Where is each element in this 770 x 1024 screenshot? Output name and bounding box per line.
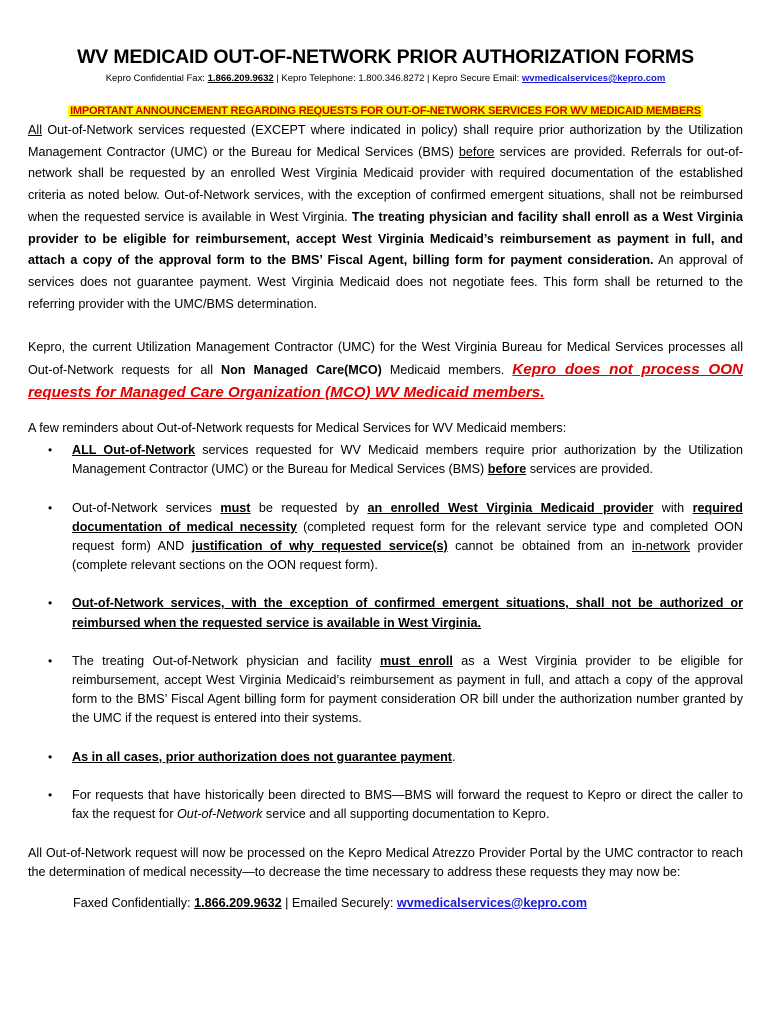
policy-paragraph bbox=[28, 120, 743, 315]
para2-text-2: Medicaid members. bbox=[381, 363, 513, 378]
b1-underline-1: ALL Out-of-Network bbox=[72, 443, 196, 458]
para2-text-1: Kepro, the current Utilization Management Contractor (UMC) for the West Virginia Bureau for Medical Services processes all Out-of-Network requests for all bbox=[28, 340, 743, 378]
b2-underline-3: required documentation of medical necessity bbox=[72, 500, 743, 534]
all-word: All bbox=[28, 123, 42, 137]
b3-text: Out-of-Network services, with the exception of confirmed emergent situations, shall not be authorized or reimbursed when the requested service is available in West Virginia. bbox=[72, 596, 743, 630]
list-item bbox=[28, 594, 743, 632]
b5-underline-1: As in all cases, prior authorization does not guarantee payment bbox=[72, 749, 452, 764]
b6-italic-1: Out-of-Network bbox=[177, 806, 263, 821]
b6-text-2: service and all supporting documentation to Kepro. bbox=[262, 806, 550, 821]
list-item bbox=[28, 748, 743, 767]
telephone-text: | Kepro Telephone: 1.800.346.8272 | Kepro Secure Email: bbox=[273, 73, 522, 84]
enrollment-requirement: The treating physician and facility shall enroll as a West Virginia provider to be eligible for reimbursement, accept West Virginia Medicaid’s reimbursement as payment in full, and attach a copy of the approval form to the BMS’ Fiscal Agent, billing form for payment consideration. bbox=[28, 209, 743, 268]
document-page bbox=[28, 46, 743, 913]
kepro-paragraph bbox=[28, 337, 743, 404]
non-managed-care: Non Managed Care(MCO) bbox=[221, 363, 382, 378]
contact-line bbox=[28, 73, 743, 84]
b4-underline-1: must enroll bbox=[380, 653, 453, 668]
before-word: before bbox=[458, 144, 495, 159]
para1-text-2: services are provided. Referrals for out-of-network shall be requested by an enrolled West Virginia Medicaid provider with required documentation of the established criteria as noted below. Out-of-Network services, with the exception of confirmed emergent situations, shall not be reimbursed when the requested service is available in West Virginia. bbox=[28, 144, 743, 224]
fax-number: 1.866.209.9632 bbox=[207, 73, 274, 84]
b2-underline-5: in-network bbox=[631, 538, 691, 553]
b2-text-2: be requested by bbox=[250, 500, 368, 515]
announcement bbox=[28, 105, 743, 117]
b2-underline-4: justification of why requested service(s) bbox=[191, 538, 448, 553]
b2-text-4: (completed request form for the relevant service type and completed OON request form) AND bbox=[72, 519, 743, 553]
page-title: WV MEDICAID OUT-OF-NETWORK PRIOR AUTHORIZATION FORMS bbox=[77, 46, 694, 68]
fax-label: Kepro Confidential Fax: bbox=[105, 73, 208, 84]
bullet-icon: • bbox=[48, 500, 53, 515]
b4-text-2: as a West Virginia provider to be eligible for reimbursement, accept West Virginia Medicaid’s reimbursement as payment in full, and attach a copy of the approval form to the BMS’ Fiscal Agent billing form for payment consideration OR bill under the authorization number granted by the UMC if the request is entered into their systems. bbox=[72, 653, 743, 726]
email-link[interactable]: wvmedicalservices@kepro.com bbox=[521, 73, 666, 84]
b1-underline-2: before bbox=[487, 462, 527, 477]
b2-text-6: provider (complete relevant sections on the OON request form). bbox=[72, 538, 743, 573]
list-item bbox=[28, 441, 743, 479]
email-label: | Emailed Securely: bbox=[281, 895, 397, 910]
b4-text-1: The treating Out-of-Network physician and facility bbox=[72, 653, 381, 668]
reminders-lead: A few reminders about Out-of-Network requests for Medical Services for WV Medicaid members: bbox=[28, 421, 567, 436]
para1-text-3: An approval of services does not guarantee payment. West Virginia Medicaid does not negotiate fees. This form shall be returned to the referring provider with the UMC/BMS determination. bbox=[28, 253, 743, 311]
closing-paragraph: All Out-of-Network request will now be processed on the Kepro Medical Atrezzo Provider Portal by the UMC contractor to reach the determination of medical necessity—to decrease the time necessary to address these requests they may now be: bbox=[28, 846, 743, 880]
b6-text-1: For requests that have historically been directed to BMS—BMS will forward the request to Kepro or direct the caller to fax the request for bbox=[72, 787, 743, 821]
bullet-icon: • bbox=[48, 596, 53, 611]
b1-text-2: services are provided. bbox=[526, 462, 653, 477]
b2-underline-2: an enrolled West Virginia Medicaid provider bbox=[367, 500, 654, 515]
email-link-footer[interactable]: wvmedicalservices@kepro.com bbox=[396, 895, 588, 910]
bullet-icon: • bbox=[48, 787, 53, 802]
b2-text-5: cannot be obtained from an bbox=[447, 538, 632, 553]
reminders-list bbox=[28, 441, 743, 824]
list-item bbox=[28, 652, 743, 729]
b2-text-1: Out-of-Network services bbox=[72, 500, 221, 515]
list-item bbox=[28, 499, 743, 576]
fax-number-footer: 1.866.209.9632 bbox=[194, 895, 282, 910]
b1-text-1: services requested for WV Medicaid members require prior authorization by the Utilization Management Contractor (UMC) or the Bureau for Medical Services (BMS) bbox=[72, 443, 743, 477]
announcement-text: IMPORTANT ANNOUNCEMENT REGARDING REQUESTS FOR OUT-OF-NETWORK SERVICES FOR WV MEDICAID MEMBERS bbox=[70, 105, 701, 117]
bullet-icon: • bbox=[48, 749, 53, 764]
fax-confidential-label: Faxed Confidentially: bbox=[73, 895, 195, 910]
b2-underline-1: must bbox=[220, 500, 251, 515]
mco-notice: Kepro does not process OON requests for Managed Care Organization (MCO) WV Medicaid members. bbox=[28, 361, 743, 401]
bullet-icon: • bbox=[48, 653, 53, 668]
list-item bbox=[28, 786, 743, 824]
submission-methods bbox=[28, 894, 743, 913]
para1-text-1: Out-of-Network services requested (EXCEPT where indicated in policy) shall require prior authorization by the Utilization Management Contractor (UMC) or the Bureau for Medical Services (BMS) bbox=[28, 123, 743, 159]
b5-text-1: . bbox=[452, 749, 456, 764]
b2-text-3: with bbox=[653, 500, 693, 515]
bullet-icon: • bbox=[48, 443, 53, 458]
